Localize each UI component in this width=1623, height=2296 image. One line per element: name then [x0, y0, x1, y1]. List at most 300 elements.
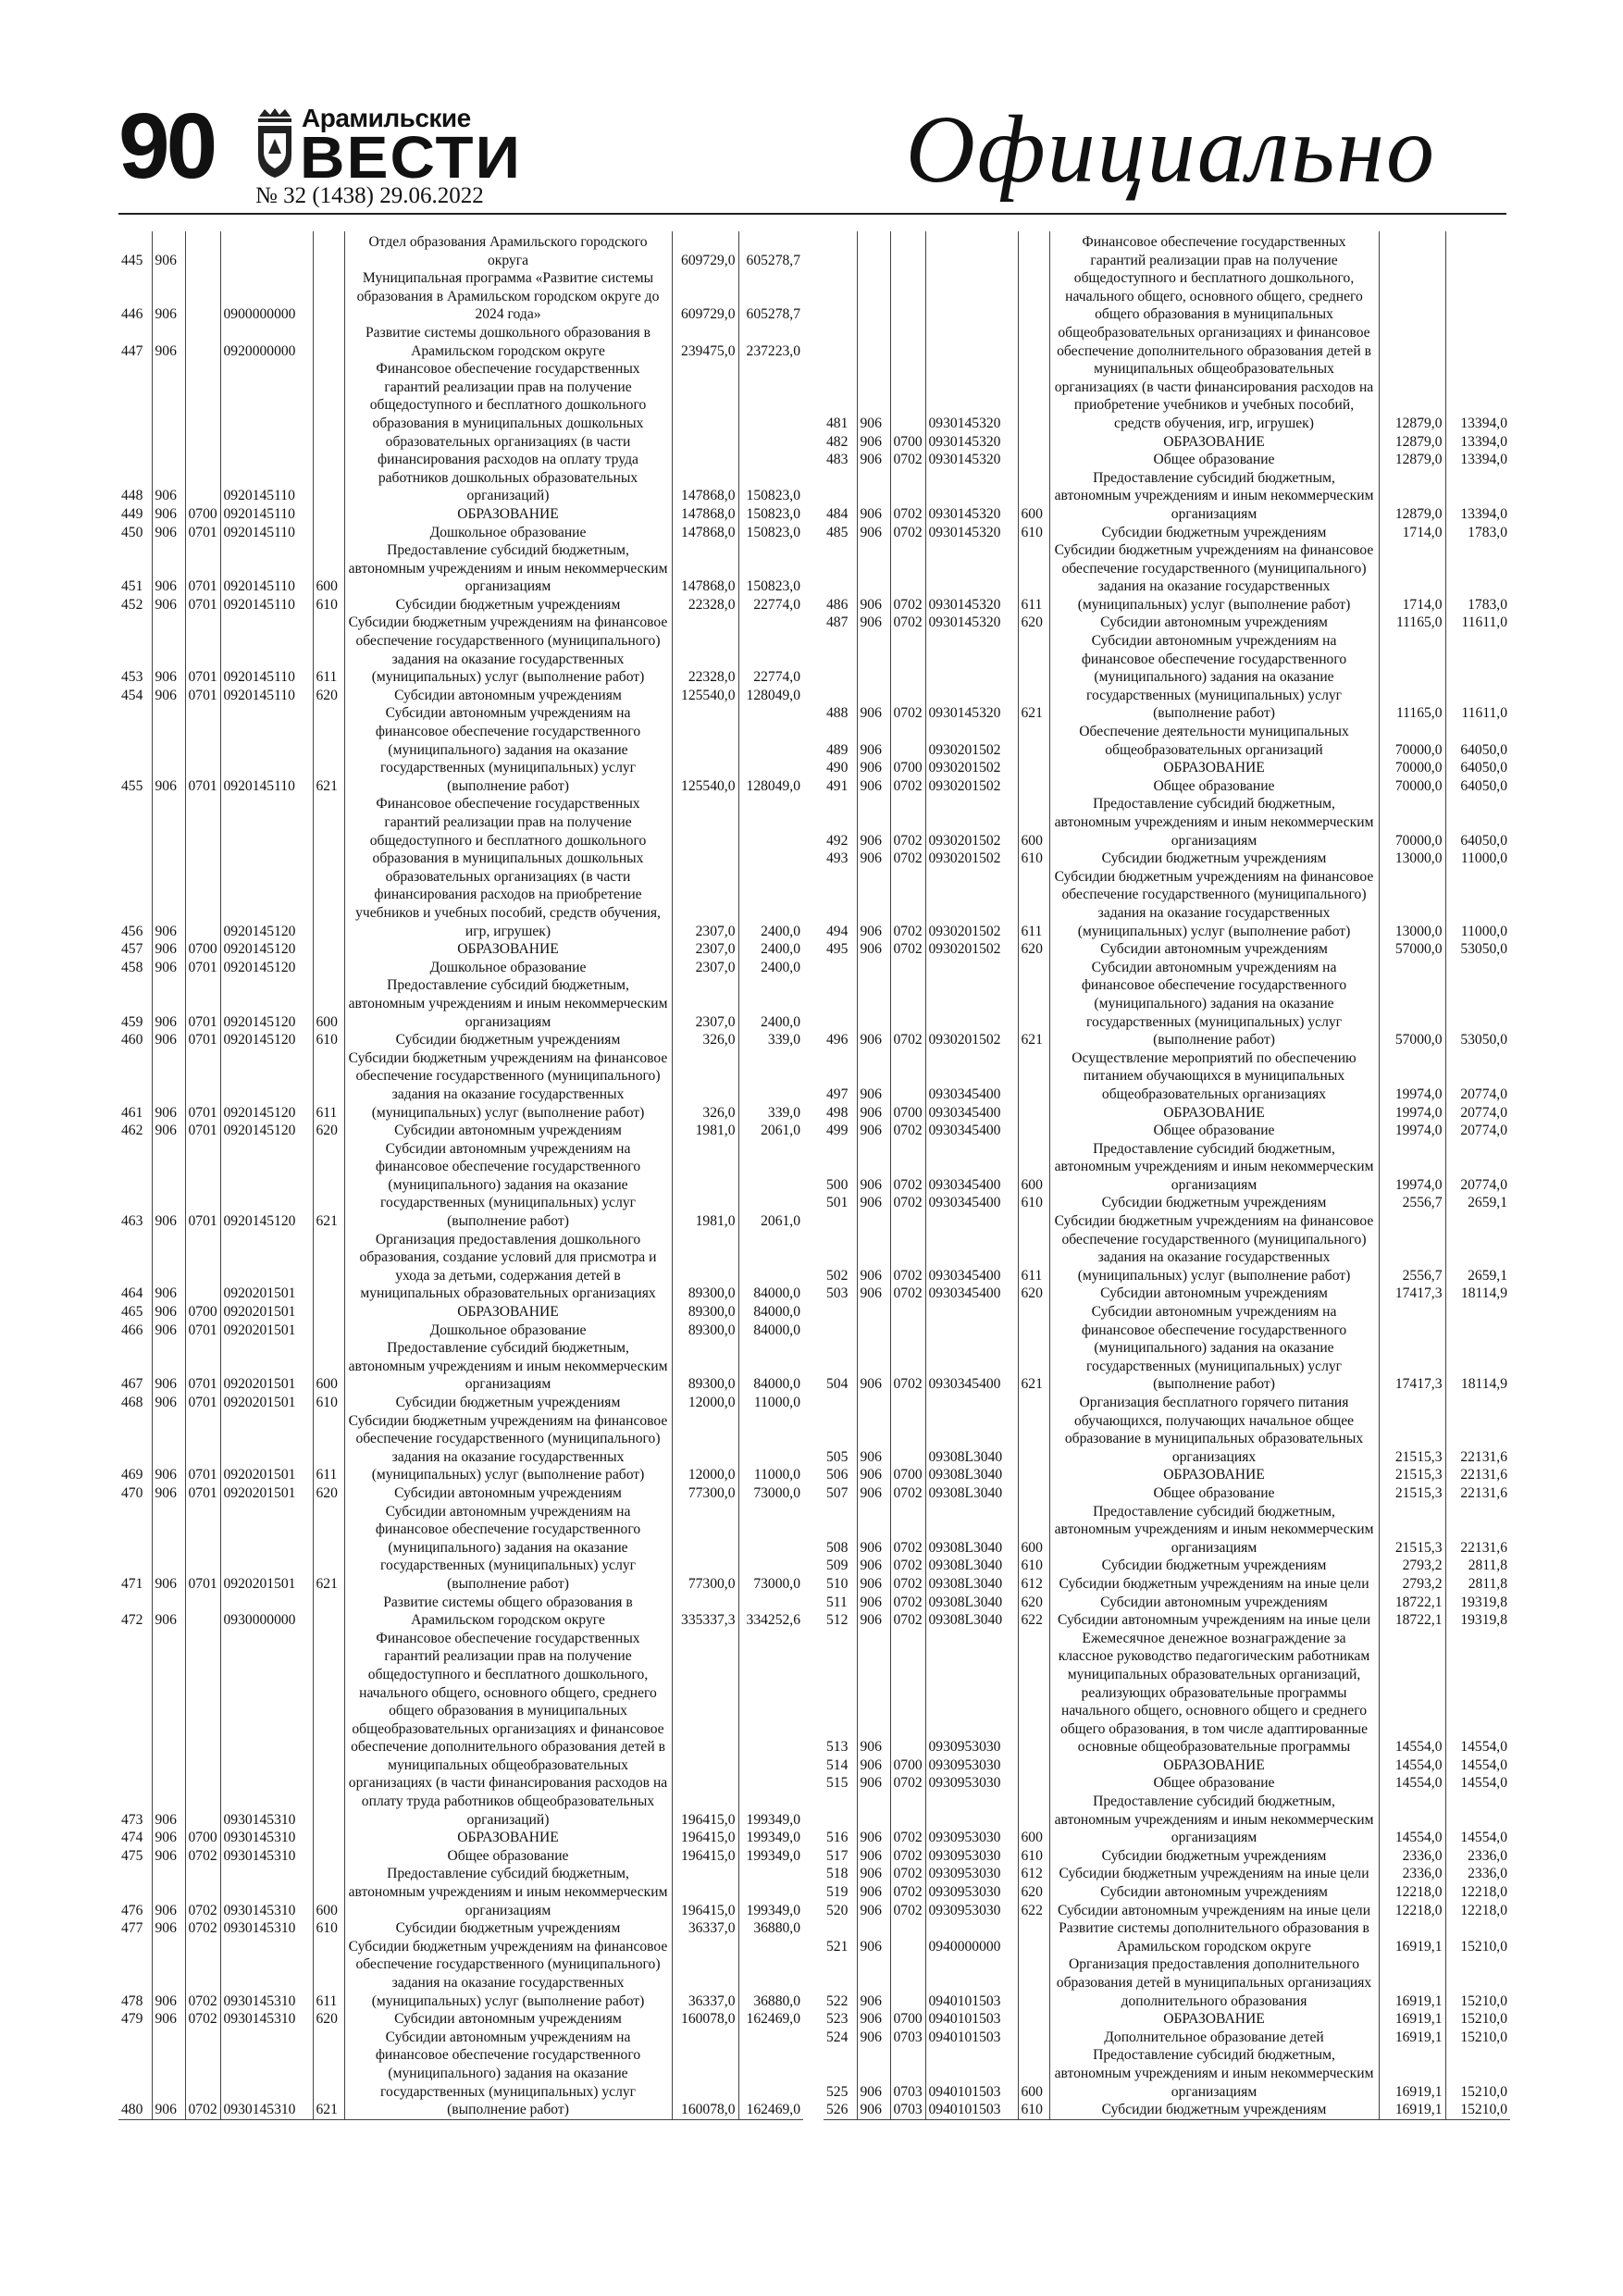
amount-2024: 22774,0 — [738, 614, 803, 686]
department-code: 906 — [857, 2046, 890, 2101]
target-article-code: 0930345400 — [925, 1194, 1018, 1212]
table-row — [118, 524, 803, 542]
table-row — [118, 687, 803, 705]
item-description: Осуществление мероприятий по обеспечению питанием обучающихся в муниципальных общеобразовательных организациях — [1049, 1049, 1379, 1104]
section-code: 0702 — [890, 1847, 925, 1866]
department-code: 906 — [152, 231, 185, 269]
item-description: Субсидии автономным учреждениям — [344, 1484, 672, 1503]
target-article-code: 0920145120 — [220, 976, 313, 1031]
section-code: 0701 — [185, 1049, 220, 1122]
department-code: 906 — [152, 2029, 185, 2119]
row-number: 496 — [826, 1032, 849, 1049]
section-code: 0700 — [185, 505, 220, 524]
row-number: 504 — [826, 1376, 849, 1393]
item-description: ОБРАЗОВАНИЕ — [1049, 1756, 1379, 1775]
target-article-code: 0920145110 — [220, 505, 313, 524]
section-code: 0702 — [890, 1902, 925, 1920]
row-number: 514 — [826, 1756, 849, 1773]
amount-2024: 73000,0 — [738, 1484, 803, 1503]
expense-type-code — [313, 360, 344, 505]
row-number: 522 — [826, 1992, 849, 2009]
table-row — [118, 940, 803, 959]
department-code: 906 — [857, 1194, 890, 1212]
department-code: 906 — [857, 1212, 890, 1285]
department-code: 906 — [152, 1031, 185, 1049]
section-code: 0701 — [185, 541, 220, 596]
amount-2024: 11000,0 — [738, 1394, 803, 1412]
row-number: 480 — [121, 2102, 143, 2118]
section-code: 0702 — [890, 524, 925, 542]
amount-2023: 77300,0 — [672, 1503, 738, 1594]
section-code: 0701 — [185, 1122, 220, 1140]
expense-type-code: 611 — [313, 1049, 344, 1122]
item-description: ОБРАЗОВАНИЕ — [344, 1829, 672, 1847]
section-code — [890, 1049, 925, 1104]
amount-2024: 22131,6 — [1445, 1466, 1510, 1484]
row-number: 523 — [826, 2011, 849, 2028]
expense-type-code: 612 — [1018, 1575, 1049, 1594]
department-code: 906 — [152, 704, 185, 795]
department-code: 906 — [857, 1575, 890, 1594]
target-article-code: 0930000000 — [220, 1594, 313, 1630]
row-number: 461 — [121, 1104, 143, 1121]
item-description: Субсидии бюджетным учреждениям на финансовое обеспечение государственного (муниципального) задания на оказание государственных (муниципальных) услуг (выполнение работ) — [344, 1412, 672, 1484]
item-description: Организация предоставления дополнительного образования детей в муниципальных организациях дополнительного образования — [1049, 1955, 1379, 2010]
target-article-code: 0930201502 — [925, 777, 1018, 796]
department-code: 906 — [857, 1865, 890, 1883]
expense-type-code: 611 — [1018, 1212, 1049, 1285]
amount-2023: 160078,0 — [672, 2029, 738, 2119]
item-description: Субсидии бюджетным учреждениям на иные цели — [1049, 1575, 1379, 1594]
section-code: 0702 — [890, 1594, 925, 1612]
expense-type-code — [313, 231, 344, 269]
row-number: 479 — [121, 2011, 143, 2028]
row-number: 462 — [121, 1123, 143, 1139]
amount-2024: 2061,0 — [738, 1140, 803, 1231]
target-article-code: 0920145120 — [220, 1122, 313, 1140]
section-code: 0702 — [185, 1938, 220, 2010]
department-code: 906 — [857, 541, 890, 614]
target-article-code: 09308L3040 — [925, 1394, 1018, 1466]
expense-type-code — [1018, 1484, 1049, 1503]
department-code: 906 — [857, 614, 890, 632]
row-number: 489 — [826, 741, 849, 758]
amount-2024: 18114,9 — [1445, 1285, 1510, 1303]
item-description: ОБРАЗОВАНИЕ — [1049, 1466, 1379, 1484]
section-code: 0701 — [185, 524, 220, 542]
table-row — [824, 1955, 1510, 2010]
table-row — [118, 976, 803, 1031]
table-row — [824, 723, 1510, 759]
target-article-code: 0920145110 — [220, 614, 313, 686]
item-description: Финансовое обеспечение государственных гарантий реализации прав на получение общедоступного и бесплатного дошкольного образования в муниципальных дошкольных образовательных организациях (в части финансирования расходов на приобретение учебников и учебных пособий, средств обучения, игр, игрушек) — [344, 795, 672, 940]
row-number: 495 — [826, 941, 849, 958]
row-number: 447 — [121, 342, 143, 359]
item-description: Субсидии бюджетным учреждениям — [1049, 524, 1379, 542]
department-code: 906 — [857, 1049, 890, 1104]
row-number: 502 — [826, 1267, 849, 1284]
amount-2023: 326,0 — [672, 1031, 738, 1049]
expense-type-code — [1018, 723, 1049, 759]
row-number: 485 — [826, 524, 849, 540]
amount-2024: 19319,8 — [1445, 1594, 1510, 1612]
target-article-code: 0930145310 — [220, 1919, 313, 1938]
department-code: 906 — [857, 2010, 890, 2029]
table-row — [118, 1630, 803, 1830]
amount-2024: 22131,6 — [1445, 1503, 1510, 1558]
item-description: Дошкольное образование — [344, 524, 672, 542]
table-row — [824, 1503, 1510, 1558]
item-description: ОБРАЗОВАНИЕ — [1049, 2010, 1379, 2029]
department-code: 906 — [152, 1394, 185, 1412]
department-code: 906 — [857, 1630, 890, 1756]
amount-2023: 19974,0 — [1379, 1140, 1445, 1195]
amount-2024: 199349,0 — [738, 1829, 803, 1847]
section-code: 0700 — [185, 940, 220, 959]
amount-2023: 77300,0 — [672, 1484, 738, 1503]
amount-2024: 20774,0 — [1445, 1140, 1510, 1195]
expense-type-code — [313, 1594, 344, 1630]
row-number: 458 — [121, 959, 143, 975]
department-code: 906 — [857, 850, 890, 868]
department-code: 906 — [857, 795, 890, 850]
table-row — [824, 1883, 1510, 1902]
section-code: 0702 — [890, 469, 925, 524]
target-article-code: 0930201502 — [925, 850, 1018, 868]
expense-type-code — [313, 1829, 344, 1847]
department-code: 906 — [152, 614, 185, 686]
amount-2024: 2336,0 — [1445, 1847, 1510, 1866]
table-row — [118, 2010, 803, 2029]
section-code: 0701 — [185, 596, 220, 614]
amount-2023: 326,0 — [672, 1049, 738, 1122]
department-code: 906 — [857, 451, 890, 469]
amount-2024: 84000,0 — [738, 1322, 803, 1340]
expense-type-code — [1018, 1774, 1049, 1793]
department-code: 906 — [857, 723, 890, 759]
expense-type-code: 600 — [313, 1339, 344, 1394]
department-code: 906 — [152, 1122, 185, 1140]
department-code: 906 — [152, 1865, 185, 1919]
expense-type-code: 622 — [1018, 1902, 1049, 1920]
expense-type-code: 611 — [313, 1412, 344, 1484]
target-article-code: 0930145320 — [925, 541, 1018, 614]
table-row — [118, 959, 803, 977]
table-row — [824, 1774, 1510, 1793]
row-number: 451 — [121, 578, 143, 595]
expense-type-code — [1018, 433, 1049, 452]
amount-2024: 150823,0 — [738, 541, 803, 596]
table-row — [824, 524, 1510, 542]
amount-2024: 2061,0 — [738, 1122, 803, 1140]
amount-2023: 70000,0 — [1379, 777, 1445, 796]
amount-2023: 2793,2 — [1379, 1575, 1445, 1594]
target-article-code: 0930145320 — [925, 433, 1018, 452]
expense-type-code: 610 — [1018, 524, 1049, 542]
amount-2023: 196415,0 — [672, 1847, 738, 1866]
table-row — [118, 1503, 803, 1594]
table-row — [824, 2046, 1510, 2101]
item-description: Организация предоставления дошкольного образования, создание условий для присмотра и ухода за детьми, содержания детей в муниципальных образовательных организациях — [344, 1231, 672, 1303]
amount-2024: 12218,0 — [1445, 1902, 1510, 1920]
table-row — [118, 1322, 803, 1340]
section-code: 0702 — [890, 959, 925, 1049]
target-article-code: 0930345400 — [925, 1122, 1018, 1140]
target-article-code: 0920145120 — [220, 795, 313, 940]
expense-type-code: 622 — [1018, 1611, 1049, 1630]
amount-2023: 70000,0 — [1379, 723, 1445, 759]
item-description: Субсидии бюджетным учреждениям на финансовое обеспечение государственного (муниципального) задания на оказание государственных (муниципальных) услуг (выполнение работ) — [344, 1938, 672, 2010]
row-number: 488 — [826, 705, 849, 722]
table-row — [118, 505, 803, 524]
department-code: 906 — [857, 1466, 890, 1484]
amount-2024: 64050,0 — [1445, 795, 1510, 850]
table-row — [824, 1611, 1510, 1630]
target-article-code: 0930953030 — [925, 1847, 1018, 1866]
amount-2023: 22328,0 — [672, 596, 738, 614]
table-row — [824, 1122, 1510, 1140]
row-number: 482 — [826, 433, 849, 450]
row-number: 445 — [121, 252, 143, 268]
department-code: 906 — [152, 1630, 185, 1830]
expense-type-code: 610 — [313, 1394, 344, 1412]
target-article-code: 0930145310 — [220, 1865, 313, 1919]
amount-2023: 2336,0 — [1379, 1865, 1445, 1883]
table-row — [824, 795, 1510, 850]
row-number: 506 — [826, 1467, 849, 1483]
amount-2024: 605278,7 — [738, 269, 803, 324]
department-code: 906 — [857, 940, 890, 959]
table-row — [824, 1466, 1510, 1484]
item-description: Финансовое обеспечение государственных гарантий реализации прав на получение общедоступного и бесплатного дошкольного, начального общего, основного общего, среднего общего образования в муниципальных общеобразовательных организациях и финансовое обеспечение дополнительного образования детей в муниципальных общеобразовательных организациях (в части финансирования расходов на приобретение учебников и учебных пособий, средств обучения, игр, игрушек) — [1049, 231, 1379, 433]
item-description: Предоставление субсидий бюджетным, автономным учреждениям и иным некоммерческим организациям — [1049, 1503, 1379, 1558]
amount-2024: 150823,0 — [738, 524, 803, 542]
row-number: 452 — [121, 596, 143, 613]
amount-2024: 199349,0 — [738, 1847, 803, 1866]
amount-2023: 160078,0 — [672, 2010, 738, 2029]
amount-2023: 89300,0 — [672, 1339, 738, 1394]
target-article-code: 0920145110 — [220, 687, 313, 705]
amount-2024: 12218,0 — [1445, 1883, 1510, 1902]
amount-2023: 17417,3 — [1379, 1303, 1445, 1394]
expense-type-code: 600 — [1018, 1503, 1049, 1558]
section-code: 0701 — [185, 687, 220, 705]
item-description: Субсидии автономным учреждениям — [1049, 1285, 1379, 1303]
expense-type-code: 600 — [313, 976, 344, 1031]
section-code — [890, 1630, 925, 1756]
expense-type-code — [313, 324, 344, 360]
target-article-code: 0920201501 — [220, 1394, 313, 1412]
amount-2024: 150823,0 — [738, 360, 803, 505]
section-code: 0701 — [185, 1322, 220, 1340]
department-code: 906 — [152, 1140, 185, 1231]
department-code: 906 — [152, 940, 185, 959]
table-row — [118, 1829, 803, 1847]
department-code: 906 — [857, 1594, 890, 1612]
header-rule — [118, 213, 1506, 215]
expense-type-code: 600 — [1018, 795, 1049, 850]
table-row — [118, 1919, 803, 1938]
item-description: ОБРАЗОВАНИЕ — [1049, 1104, 1379, 1123]
section-code: 0702 — [890, 1303, 925, 1394]
amount-2024: 36880,0 — [738, 1938, 803, 2010]
row-number: 456 — [121, 923, 143, 939]
expense-type-code: 620 — [1018, 940, 1049, 959]
item-description: Развитие системы дошкольного образования в Арамильском городском округе — [344, 324, 672, 360]
item-description: ОБРАЗОВАНИЕ — [1049, 433, 1379, 452]
section-code: 0701 — [185, 1394, 220, 1412]
expense-type-code: 620 — [313, 2010, 344, 2029]
target-article-code: 0920145120 — [220, 1140, 313, 1231]
expense-type-code — [313, 1847, 344, 1866]
section-code: 0700 — [185, 1829, 220, 1847]
amount-2023: 22328,0 — [672, 614, 738, 686]
department-code: 906 — [152, 1919, 185, 1938]
expense-type-code — [313, 269, 344, 324]
amount-2023: 57000,0 — [1379, 959, 1445, 1049]
department-code: 906 — [857, 1883, 890, 1902]
amount-2023: 1981,0 — [672, 1140, 738, 1231]
target-article-code: 09308L3040 — [925, 1466, 1018, 1484]
row-number: 526 — [826, 2102, 849, 2118]
amount-2023: 2556,7 — [1379, 1212, 1445, 1285]
row-number: 515 — [826, 1775, 849, 1792]
amount-2023: 21515,3 — [1379, 1394, 1445, 1466]
table-row — [824, 541, 1510, 614]
table-row — [824, 1104, 1510, 1123]
item-description: Предоставление субсидий бюджетным, автономным учреждениям и иным некоммерческим организациям — [344, 976, 672, 1031]
item-description: Субсидии автономным учреждениям — [1049, 1883, 1379, 1902]
target-article-code: 09308L3040 — [925, 1484, 1018, 1503]
table-row — [824, 1902, 1510, 1920]
row-number: 499 — [826, 1123, 849, 1139]
amount-2024: 64050,0 — [1445, 759, 1510, 777]
target-article-code: 0920000000 — [220, 324, 313, 360]
section-code: 0702 — [185, 1865, 220, 1919]
item-description: Общее образование — [1049, 1122, 1379, 1140]
section-code: 0702 — [890, 1285, 925, 1303]
amount-2023: 196415,0 — [672, 1865, 738, 1919]
target-article-code: 0930145310 — [220, 2010, 313, 2029]
table-row — [824, 469, 1510, 524]
row-number: 494 — [826, 923, 849, 939]
row-number: 525 — [826, 2083, 849, 2100]
section-code: 0702 — [890, 1122, 925, 1140]
section-code: 0701 — [185, 1412, 220, 1484]
row-number: 463 — [121, 1213, 143, 1230]
section-code — [185, 1231, 220, 1303]
expense-type-code: 620 — [1018, 1285, 1049, 1303]
expense-type-code: 610 — [1018, 2101, 1049, 2119]
expense-type-code: 610 — [1018, 1847, 1049, 1866]
section-code: 0701 — [185, 704, 220, 795]
expense-type-code: 600 — [313, 541, 344, 596]
amount-2023: 335337,3 — [672, 1594, 738, 1630]
expense-type-code: 621 — [313, 1503, 344, 1594]
department-code: 906 — [857, 1122, 890, 1140]
amount-2024: 15210,0 — [1445, 2010, 1510, 2029]
item-description: Субсидии автономным учреждениям на финансовое обеспечение государственного (муниципального) задания на оказание государственных (муниципальных) услуг (выполнение работ) — [344, 2029, 672, 2119]
amount-2023: 2556,7 — [1379, 1194, 1445, 1212]
amount-2023: 196415,0 — [672, 1630, 738, 1830]
section-code: 0702 — [185, 2010, 220, 2029]
amount-2023: 89300,0 — [672, 1322, 738, 1340]
item-description: Субсидии бюджетным учреждениям — [1049, 2101, 1379, 2119]
expense-type-code: 610 — [1018, 1557, 1049, 1575]
row-number: 459 — [121, 1013, 143, 1030]
item-description: Субсидии бюджетным учреждениям — [344, 1394, 672, 1412]
amount-2023: 11165,0 — [1379, 614, 1445, 632]
target-article-code: 0920145110 — [220, 541, 313, 596]
section-code: 0702 — [890, 614, 925, 632]
table-row — [118, 360, 803, 505]
target-article-code: 0930345400 — [925, 1104, 1018, 1123]
expense-type-code — [1018, 1630, 1049, 1756]
target-article-code: 0920145120 — [220, 1031, 313, 1049]
section-code: 0702 — [890, 1611, 925, 1630]
item-description: Субсидии автономным учреждениям — [344, 687, 672, 705]
department-code: 906 — [857, 759, 890, 777]
budget-table-left — [118, 231, 803, 2120]
amount-2023: 16919,1 — [1379, 2029, 1445, 2047]
expense-type-code — [1018, 759, 1049, 777]
row-number: 453 — [121, 669, 143, 686]
table-row — [118, 1031, 803, 1049]
amount-2023: 2307,0 — [672, 976, 738, 1031]
item-description: Финансовое обеспечение государственных гарантий реализации прав на получение общедоступного и бесплатного дошкольного образования в муниципальных дошкольных образовательных организациях (в части финансирования расходов на оплату труда работников дошкольных образовательных организаций) — [344, 360, 672, 505]
amount-2024: 18114,9 — [1445, 1303, 1510, 1394]
row-number: 509 — [826, 1558, 849, 1574]
department-code: 906 — [152, 1938, 185, 2010]
table-row — [118, 1594, 803, 1630]
amount-2023: 14554,0 — [1379, 1793, 1445, 1847]
target-article-code: 09308L3040 — [925, 1557, 1018, 1575]
target-article-code: 0930201502 — [925, 959, 1018, 1049]
target-article-code: 0920201501 — [220, 1484, 313, 1503]
department-code: 906 — [857, 1285, 890, 1303]
item-description: Общее образование — [1049, 1484, 1379, 1503]
amount-2023: 125540,0 — [672, 704, 738, 795]
row-number: 448 — [121, 488, 143, 504]
row-number: 478 — [121, 1992, 143, 2009]
amount-2023: 12879,0 — [1379, 451, 1445, 469]
row-number: 484 — [826, 505, 849, 522]
item-description: Субсидии автономным учреждениям — [344, 2010, 672, 2029]
amount-2023: 239475,0 — [672, 324, 738, 360]
table-row — [118, 1339, 803, 1394]
department-code: 906 — [857, 1774, 890, 1793]
target-article-code: 0930953030 — [925, 1756, 1018, 1775]
row-number: 492 — [826, 832, 849, 849]
item-description: Субсидии бюджетным учреждениям на иные цели — [1049, 1865, 1379, 1883]
amount-2023: 147868,0 — [672, 360, 738, 505]
target-article-code: 0930953030 — [925, 1793, 1018, 1847]
row-number: 472 — [121, 1612, 143, 1629]
table-row — [824, 1630, 1510, 1756]
amount-2023: 2307,0 — [672, 940, 738, 959]
section-code: 0701 — [185, 959, 220, 977]
section-code: 0700 — [890, 1466, 925, 1484]
row-number: 486 — [826, 596, 849, 613]
table-row — [824, 632, 1510, 723]
amount-2023: 16919,1 — [1379, 2010, 1445, 2029]
row-number: 468 — [121, 1395, 143, 1410]
section-code: 0703 — [890, 2046, 925, 2101]
row-number: 518 — [826, 1866, 849, 1882]
table-row — [824, 1194, 1510, 1212]
amount-2024: 20774,0 — [1445, 1122, 1510, 1140]
amount-2024: 605278,7 — [738, 231, 803, 269]
